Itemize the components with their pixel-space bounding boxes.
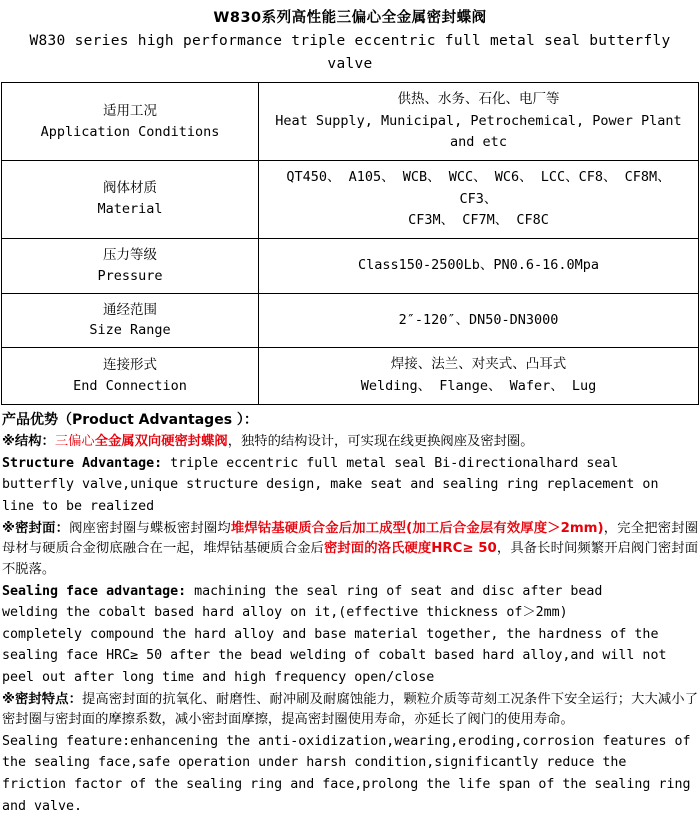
table-row xyxy=(2,348,699,404)
label-cn: 适用工况 xyxy=(103,102,157,119)
structure-advantage-en-line2: butterfly valve,unique structure design, make seat and sealing ring replacement on xyxy=(2,477,659,493)
value-line2: CF3M、 CF7M、 CF8C xyxy=(408,212,549,229)
label-en: End Connection xyxy=(73,377,187,394)
sealing-face-en-line2: welding the cobalt based hard alloy on it,(effective thickness of＞2mm) xyxy=(2,605,568,621)
row-value-material xyxy=(259,160,699,238)
value-en: Welding、 Flange、 Wafer、 Lug xyxy=(360,377,597,394)
row-label-pressure xyxy=(2,238,259,293)
label-en: Application Conditions xyxy=(40,123,220,140)
sealing-cn-3: ，具备长时间频繁开启阀门密封面不脱落。 xyxy=(2,541,699,577)
advantages-heading: 产品优势（Product Advantages ）： xyxy=(2,411,258,428)
row-value-pressure xyxy=(259,238,699,293)
sealing-face-en-line4: sealing face HRC≥ 50 after the bead welding of cobalt based hard alloy,and will not xyxy=(2,648,667,664)
sealing-face-cn xyxy=(2,519,698,581)
sealing-feature-en-line2: the sealing face,safe operation under harsh condition,significantly reduce the xyxy=(2,755,627,771)
row-label-application-conditions xyxy=(2,83,259,161)
value-cn: 焊接、法兰、对夹式、凸耳式 xyxy=(390,356,567,373)
feature-cn-text: 提高密封面的抗氧化、耐磨性、耐冲刷及耐腐蚀能力，颗粒介质等苛刻工况条件下安全运行；大大减小了密封圈与密封面的摩擦系数，减小密封面摩擦，提高密封圈使用寿命，亦延长了阀门的使用寿命。 xyxy=(2,691,698,728)
row-value-size-range xyxy=(259,293,699,348)
structure-label-en: Structure Advantage: xyxy=(2,455,163,471)
sealing-feature-en-line4: and valve. xyxy=(2,798,83,814)
sealing-face-en-line5: peel out after long time and high frequency open/close xyxy=(2,669,435,685)
specification-table xyxy=(1,82,699,404)
structure-advantage-en-line1 xyxy=(2,454,698,475)
feature-label-cn: ※密封特点： xyxy=(2,691,82,707)
label-cn: 压力等级 xyxy=(103,246,157,263)
label-en: Material xyxy=(97,201,163,218)
structure-en-1: triple eccentric full metal seal Bi-directionalhard seal xyxy=(162,455,619,471)
structure-red-text: 三偏心 xyxy=(54,434,95,450)
page-title-cn: W830系列高性能三偏心全金属密封蝶阀 xyxy=(213,10,487,26)
value-line1: QT450、 A105、 WCB、 WCC、 WC6、 LCC、CF8、 CF8M、 CF3、 xyxy=(286,168,671,207)
table-row xyxy=(2,293,699,348)
sealing-cn-2: ，完全把密封圈母材与硬质合金彻底融合在一起，堆焊钴基硬质合金后 xyxy=(2,520,698,557)
value-en: Heat Supply, Municipal, Petrochemical, Power Plant and etc xyxy=(275,112,682,151)
structure-tail-cn: ，独特的结构设计，可实现在线更换阀座及密封圈。 xyxy=(227,434,534,450)
table-row xyxy=(2,238,699,293)
row-label-size-range xyxy=(2,293,259,348)
sealing-red-1: 堆焊钴基硬质合金后加工成型(加工后合金层有效厚度＞2mm) xyxy=(230,520,604,536)
value-single: 2″-120″、DN50-DN3000 xyxy=(398,311,559,328)
product-advantages-section xyxy=(0,405,700,822)
label-cn: 连接形式 xyxy=(103,357,157,374)
sealing-red-2: 密封面的洛氏硬度HRC≥ 50 xyxy=(323,541,497,557)
label-en: Pressure xyxy=(97,267,163,284)
table-row xyxy=(2,160,699,238)
sealing-feature-en-line3: friction factor of the sealing ring and face,prolong the life span of the sealing ring xyxy=(2,777,691,792)
sealing-label-cn: ※密封面： xyxy=(2,520,70,536)
table-row xyxy=(2,83,699,161)
sealing-label-en: Sealing face advantage: xyxy=(2,583,187,599)
label-en: Size Range xyxy=(89,322,171,339)
sealing-feature-cn xyxy=(2,690,698,731)
row-value-end-connection xyxy=(259,348,699,404)
sealing-face-en-line3: completely compound the hard alloy and base material together, the hardness of the xyxy=(2,626,659,642)
row-label-material xyxy=(2,160,259,238)
structure-advantage-cn xyxy=(2,432,698,453)
label-cn: 阀体材质 xyxy=(103,180,157,197)
page-title-en: W830 series high performance triple eccentric full metal seal butterfly valve xyxy=(29,32,671,72)
row-label-end-connection xyxy=(2,348,259,404)
document-title xyxy=(0,0,700,82)
sealing-en-1: machining the seal ring of seat and disc after bead xyxy=(186,583,603,599)
label-cn: 通经范围 xyxy=(103,301,157,318)
value-cn: 供热、水务、石化、电厂等 xyxy=(397,91,560,108)
sealing-feature-en-line1: Sealing feature:enhancening the anti-oxidization,wearing,eroding,corrosion features of xyxy=(2,733,691,749)
sealing-face-en-line1 xyxy=(2,582,698,603)
structure-label-cn: ※结构： xyxy=(2,434,55,450)
value-single: Class150-2500Lb、PN0.6-16.0Mpa xyxy=(357,256,600,273)
structure-advantage-en-line3: line to be realized xyxy=(2,499,155,515)
structure-red-bold-text: 全金属双向硬密封蝶阀 xyxy=(94,434,228,450)
row-value-application-conditions xyxy=(259,83,699,161)
sealing-cn-1: 阀座密封圈与蝶板密封圈均 xyxy=(69,520,231,536)
